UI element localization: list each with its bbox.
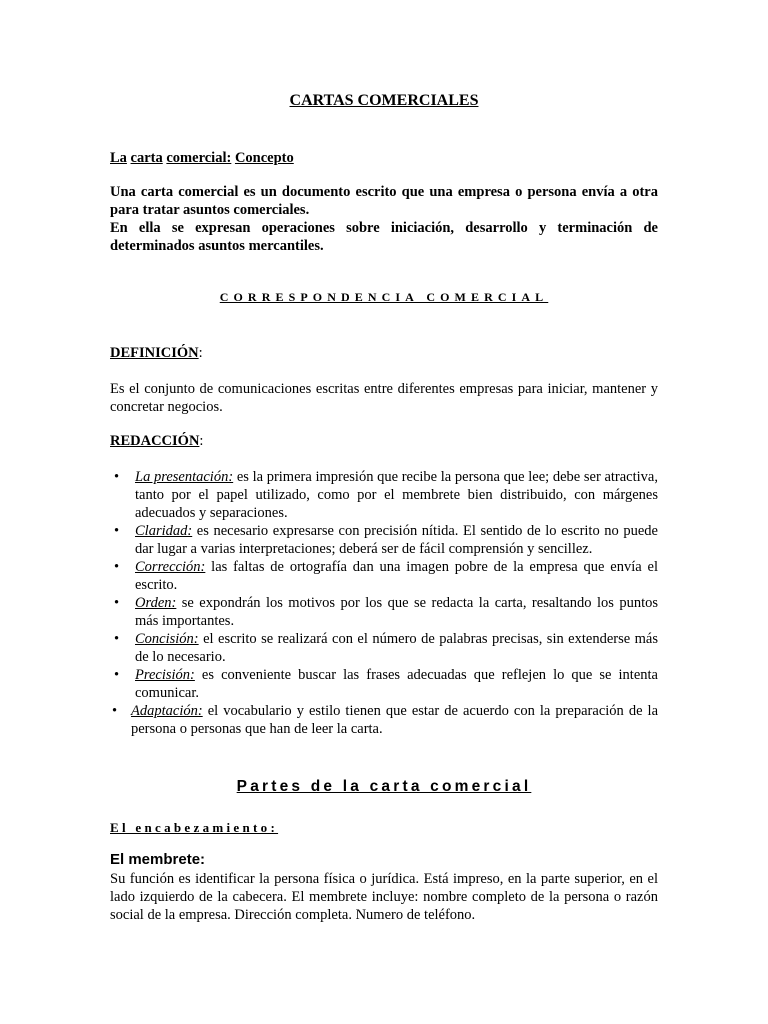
concept-heading-word-1: La bbox=[110, 150, 127, 166]
list-item bbox=[110, 522, 658, 558]
list-item-text: el vocabulario y estilo tienen que estar de acuerdo con la preparación de la persona o personas que han de leer la carta. bbox=[131, 703, 658, 737]
redaccion-list bbox=[110, 468, 658, 738]
list-item-term: La presentación: bbox=[135, 469, 234, 485]
document-title: CARTAS COMERCIALES bbox=[289, 92, 479, 109]
bullet-icon: • bbox=[112, 703, 118, 719]
intro-paragraph-2: En ella se expresan operaciones sobre iniciación, desarrollo y terminación de determinados asuntos mercantiles. bbox=[110, 220, 658, 254]
intro-paragraph-1: Una carta comercial es un documento escrito que una empresa o persona envía a otra para tratar asuntos comerciales. bbox=[110, 184, 658, 218]
list-item-term: Corrección: bbox=[135, 559, 206, 575]
section-heading-correspondencia: CORRESPONDENCIA COMERCIAL bbox=[219, 290, 549, 304]
list-item-text: se expondrán los motivos por los que se redacta la carta, resaltando los puntos más importantes. bbox=[135, 595, 658, 629]
list-item bbox=[110, 702, 658, 738]
list-item-text: las faltas de ortografía dan una imagen pobre de la empresa que envía el escrito. bbox=[135, 559, 658, 593]
membrete-heading: El membrete: bbox=[110, 851, 206, 868]
redaccion-heading bbox=[110, 433, 203, 450]
list-item-term: Orden: bbox=[135, 595, 177, 611]
list-item-term: Adaptación: bbox=[131, 703, 203, 719]
list-item bbox=[110, 594, 658, 630]
list-item-term: Concisión: bbox=[135, 631, 199, 647]
bullet-icon: • bbox=[114, 667, 120, 683]
redaccion-colon: : bbox=[199, 433, 204, 449]
encabezamiento-heading: El encabezamiento: bbox=[110, 820, 279, 835]
list-item-text: es conveniente buscar las frases adecuadas que reflejen lo que se intenta comunicar. bbox=[135, 667, 658, 701]
bullet-icon: • bbox=[114, 631, 120, 647]
list-item bbox=[110, 630, 658, 666]
bullet-icon: • bbox=[114, 523, 120, 539]
bullet-icon: • bbox=[114, 469, 120, 485]
concept-heading-word-4: Concepto bbox=[234, 150, 294, 166]
list-item-text: el escrito se realizará con el número de palabras precisas, sin extenderse más de lo necesario. bbox=[135, 631, 658, 665]
bullet-icon: • bbox=[114, 559, 120, 575]
list-item bbox=[110, 666, 658, 702]
redaccion-label: REDACCIÓN bbox=[110, 433, 200, 449]
membrete-text: Su función es identificar la persona física o jurídica. Está impreso, en la parte superior, en el lado izquierdo de la cabecera. El membrete incluye: nombre completo de la persona o razón social de la empresa. Dirección completa. Numero de teléfono. bbox=[110, 871, 658, 923]
definicion-heading bbox=[110, 345, 203, 362]
concept-heading-word-3: comercial: bbox=[166, 150, 232, 166]
concept-heading-word-2: carta bbox=[130, 150, 163, 166]
list-item-term: Claridad: bbox=[135, 523, 193, 539]
definicion-colon: : bbox=[198, 345, 203, 361]
partes-heading: Partes de la carta comercial bbox=[236, 778, 532, 795]
list-item bbox=[110, 558, 658, 594]
list-item bbox=[110, 468, 658, 522]
concept-heading bbox=[110, 150, 294, 167]
definicion-text: Es el conjunto de comunicaciones escritas entre diferentes empresas para iniciar, mantener y concretar negocios. bbox=[110, 381, 658, 415]
list-item-text: es necesario expresarse con precisión nítida. El sentido de lo escrito no puede dar lugar a varias interpretaciones; deberá ser de fácil comprensión y sencillez. bbox=[135, 523, 658, 557]
definicion-label: DEFINICIÓN bbox=[110, 345, 199, 361]
list-item-text: es la primera impresión que recibe la persona que lee; debe ser atractiva, tanto por el papel utilizado, como por el membrete bien distribuido, con márgenes adecuados y separaciones. bbox=[135, 469, 658, 521]
list-item-term: Precisión: bbox=[135, 667, 195, 683]
bullet-icon: • bbox=[114, 595, 120, 611]
